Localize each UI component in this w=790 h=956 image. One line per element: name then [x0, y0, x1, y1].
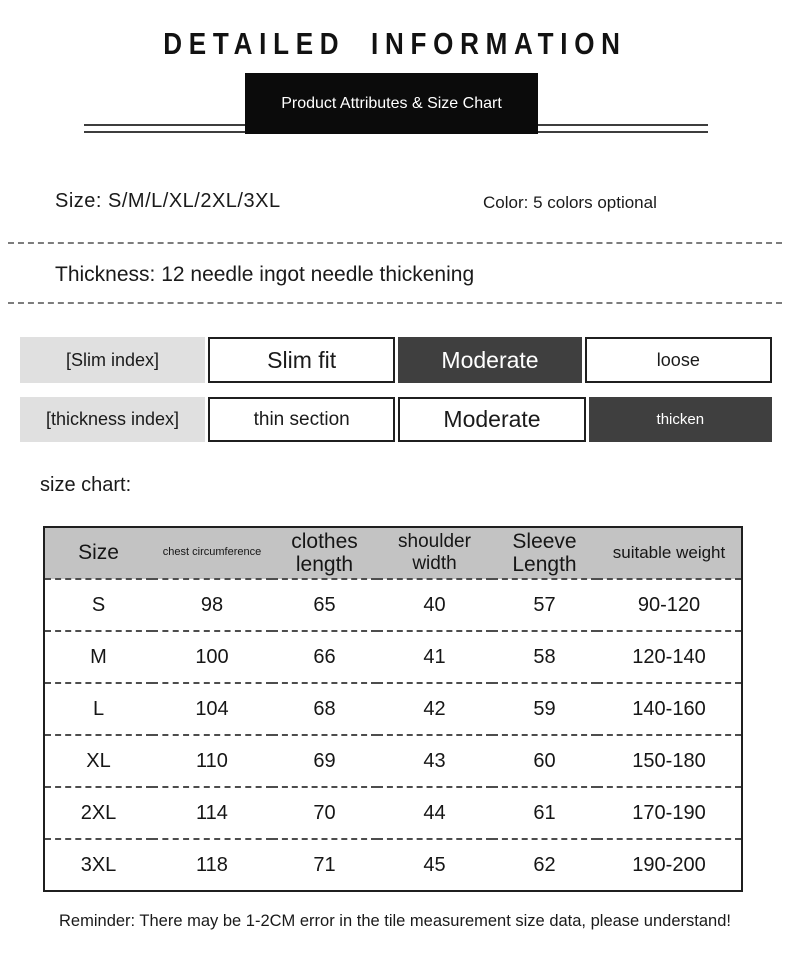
table-cell: 66: [313, 645, 336, 668]
color-attribute: Color: 5 colors optional: [483, 193, 657, 212]
table-cell: 61: [533, 801, 556, 824]
table-cell: 59: [533, 697, 556, 720]
table-cell: L: [92, 697, 105, 720]
slim-index-row: [20, 337, 772, 383]
table-cell: 110: [196, 749, 228, 772]
table-row-l: [44, 683, 742, 735]
thickness-index-option-moderate: Moderate: [398, 397, 585, 442]
table-row-m: [44, 631, 742, 683]
slim-index-option-moderate-selected: Moderate: [398, 337, 581, 383]
table-header-sleeve-length: Sleeve Length: [512, 529, 577, 576]
page-title: DETAILED INFORMATION: [163, 26, 627, 61]
table-cell: 40: [423, 593, 446, 616]
table-cell: 70: [313, 801, 336, 824]
table-row-2xl: [44, 787, 742, 839]
table-cell: XL: [86, 749, 111, 772]
table-cell: M: [90, 645, 107, 668]
table-cell: 90-120: [637, 593, 701, 616]
table-cell: 120-140: [632, 645, 706, 668]
dashed-divider-top: [8, 242, 782, 244]
table-cell: 43: [423, 749, 446, 772]
table-row-3xl: [44, 839, 742, 891]
table-cell: 104: [195, 697, 229, 720]
thickness-attribute: Thickness: 12 needle ingot needle thickening: [55, 263, 475, 286]
table-cell: 140-160: [632, 697, 706, 720]
table-cell: 42: [423, 697, 446, 720]
table-cell: 62: [533, 853, 556, 876]
thickness-index-row: [20, 397, 772, 442]
table-cell: 2XL: [80, 801, 117, 824]
size-chart-table: [43, 526, 743, 892]
table-header-size: Size: [78, 541, 119, 564]
table-cell: 170-190: [632, 801, 706, 824]
table-cell: 57: [533, 593, 556, 616]
thickness-index-option-thin: thin section: [208, 397, 395, 442]
slim-index-option-slim-fit: Slim fit: [208, 337, 395, 383]
table-cell: 58: [533, 645, 556, 668]
slim-index-option-loose: loose: [585, 337, 772, 383]
table-cell: 3XL: [80, 853, 117, 876]
table-cell: 118: [196, 853, 228, 876]
slim-index-label: [Slim index]: [20, 337, 205, 383]
section-badge-label: Product Attributes & Size Chart: [281, 94, 502, 112]
table-cell: 60: [533, 749, 556, 772]
reminder-text: Reminder: There may be 1-2CM error in the tile measurement size data, please understand!: [59, 912, 731, 930]
thickness-index-label: [thickness index]: [20, 397, 205, 442]
size-chart-heading: size chart:: [40, 474, 132, 496]
table-cell: 71: [313, 853, 336, 876]
table-cell: S: [91, 593, 106, 616]
table-cell: 44: [423, 801, 446, 824]
table-cell: 100: [195, 645, 229, 668]
section-badge: [245, 73, 538, 134]
table-cell: 114: [196, 801, 228, 824]
table-cell: 45: [423, 853, 446, 876]
table-header-chest: chest circumference: [162, 546, 262, 559]
table-header-clothes-length: clothes length: [291, 529, 358, 576]
table-header-suitable-weight: suitable weight: [612, 543, 726, 562]
table-header-shoulder-width: shoulder width: [398, 531, 471, 574]
thickness-index-option-thicken-selected: thicken: [589, 397, 772, 442]
table-cell: 65: [313, 593, 336, 616]
table-cell: 41: [423, 645, 446, 668]
table-cell: 190-200: [632, 853, 706, 876]
table-header-row: [44, 527, 742, 579]
table-cell: 98: [200, 593, 224, 616]
table-cell: 69: [313, 749, 336, 772]
table-cell: 68: [313, 697, 336, 720]
size-attribute: Size: S/M/L/XL/2XL/3XL: [55, 190, 281, 212]
dashed-divider-bottom: [8, 302, 782, 304]
table-row-xl: [44, 735, 742, 787]
table-cell: 150-180: [632, 749, 706, 772]
table-row-s: [44, 579, 742, 631]
